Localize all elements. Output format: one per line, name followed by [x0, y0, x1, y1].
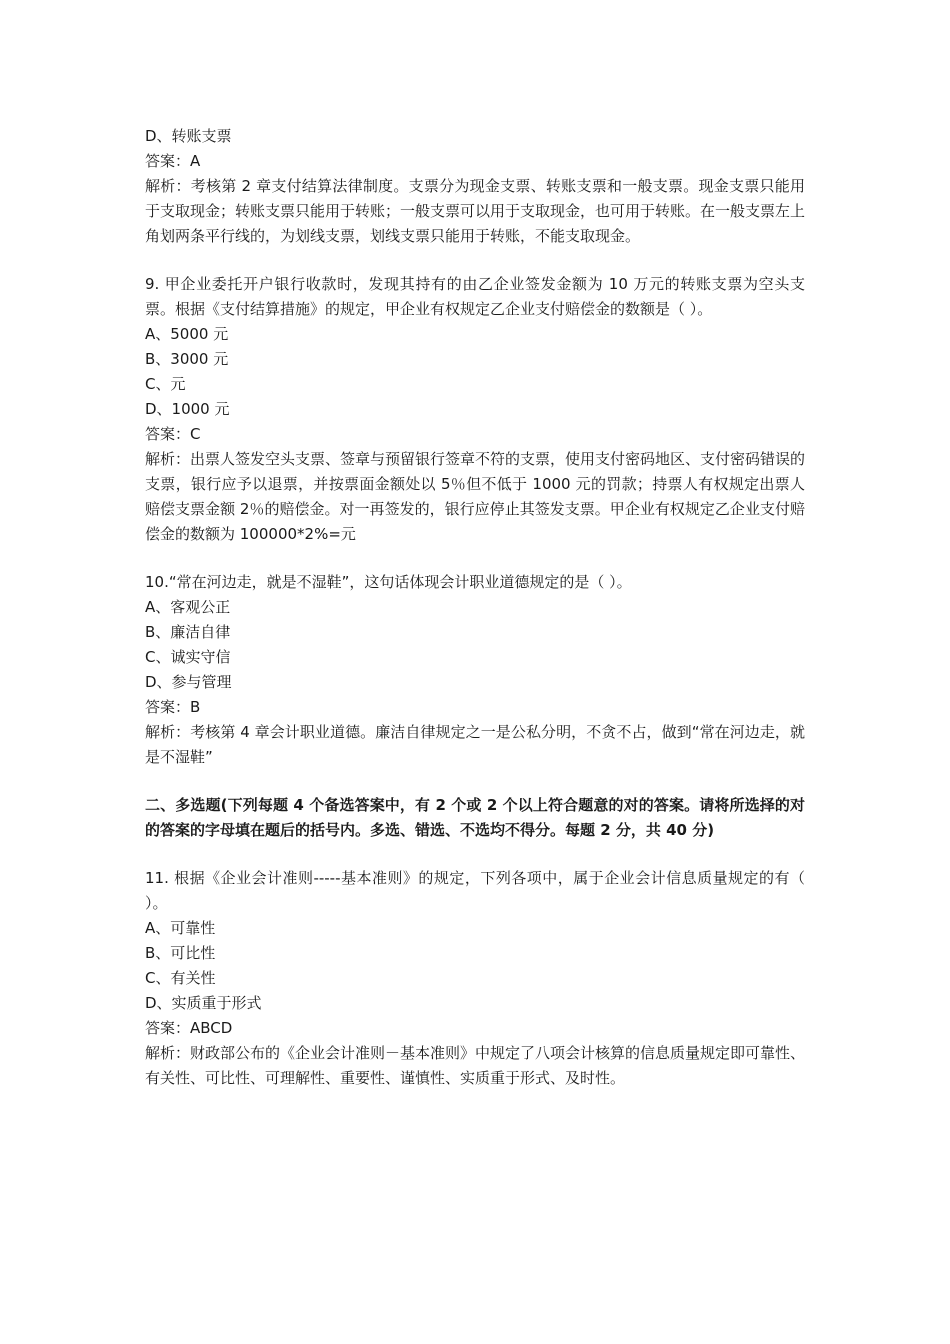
section-heading-multiple-choice: 二、多选题(下列每题 4 个备选答案中，有 2 个或 2 个以上符合题意的对的答案。请将所选择的对的答案的字母填在题后的括号内。多选、错选、不选均不得分。每题 2 分，共 40 分): [145, 796, 805, 839]
spacer: [145, 843, 805, 866]
q9-option-a: A、5000 元: [145, 325, 229, 343]
q10-option-d: D、参与管理: [145, 673, 232, 691]
q10-option-c: C、诚实守信: [145, 648, 231, 666]
spacer: [145, 547, 805, 570]
q9-option-b: B、3000 元: [145, 350, 229, 368]
q10-answer: 答案：B: [145, 698, 201, 716]
q10-option-a: A、客观公正: [145, 598, 231, 616]
q11-analysis: 解析：财政部公布的《企业会计准则－基本准则》中规定了八项会计核算的信息质量规定即可靠性、有关性、可比性、可理解性、重要性、谨慎性、实质重于形式、及时性。: [145, 1044, 806, 1087]
q10-option-b: B、廉洁自律: [145, 623, 231, 641]
q11-stem: 11. 根据《企业会计准则-----基本准则》的规定，下列各项中，属于企业会计信息质量规定的有（ ）。: [145, 869, 805, 912]
q9-option-c: C、元: [145, 375, 186, 393]
document-page: [145, 124, 805, 1091]
q11-option-b: B、可比性: [145, 944, 216, 962]
q8-answer: 答案：A: [145, 152, 201, 170]
q9-analysis: 解析：出票人签发空头支票、签章与预留银行签章不符的支票，使用支付密码地区、支付密码错误的支票，银行应予以退票，并按票面金额处以 5％但不低于 1000 元的罚款；持票人有权规定出票人赔偿支票金额 2％的赔偿金。对一再签发的，银行应停止其签发支票。甲企业有权规定乙企业支付赔偿金的数额为 100000*2%=元: [145, 450, 806, 543]
q11-answer: 答案：ABCD: [145, 1019, 233, 1037]
q10-stem: 10.“常在河边走，就是不湿鞋”，这句话体现会计职业道德规定的是（ ）。: [145, 573, 632, 591]
q9-answer: 答案：C: [145, 425, 201, 443]
q10-analysis: 解析：考核第 4 章会计职业道德。廉洁自律规定之一是公私分明，不贪不占，做到“常在河边走，就是不湿鞋”: [145, 723, 805, 766]
spacer: [145, 770, 805, 793]
spacer: [145, 249, 805, 272]
q11-option-a: A、可靠性: [145, 919, 216, 937]
q9-stem: 9. 甲企业委托开户银行收款时，发现其持有的由乙企业签发金额为 10 万元的转账支票为空头支票。根据《支付结算措施》的规定，甲企业有权规定乙企业支付赔偿金的数额是（ ）。: [145, 275, 805, 318]
q8-analysis: 解析：考核第 2 章支付结算法律制度。支票分为现金支票、转账支票和一般支票。现金支票只能用于支取现金；转账支票只能用于转账；一般支票可以用于支取现金，也可用于转账。在一般支票左上角划两条平行线的，为划线支票，划线支票只能用于转账，不能支取现金。: [145, 177, 806, 245]
q9-option-d: D、1000 元: [145, 400, 230, 418]
q8-option-d: D、转账支票: [145, 127, 232, 145]
q11-option-c: C、有关性: [145, 969, 216, 987]
q11-option-d: D、实质重于形式: [145, 994, 262, 1012]
